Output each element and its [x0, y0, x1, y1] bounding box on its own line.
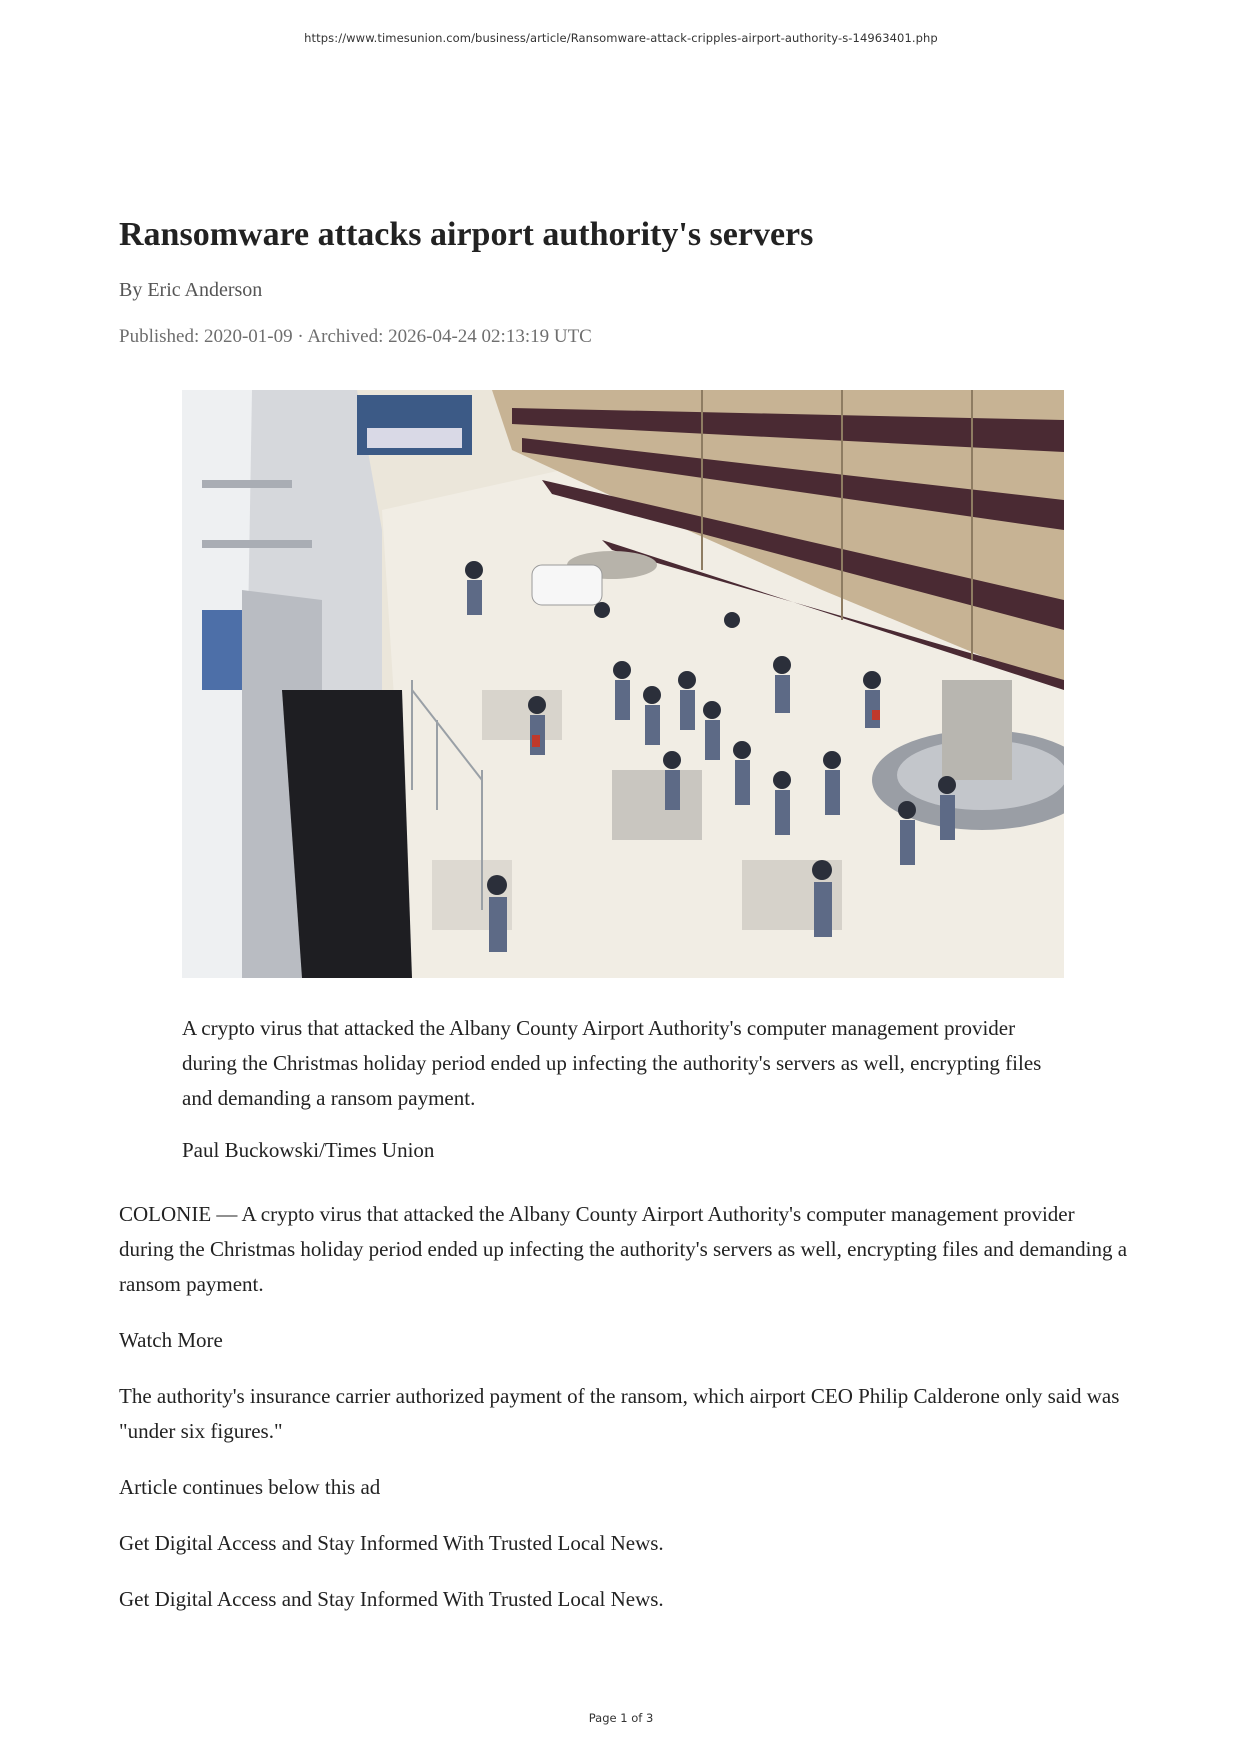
body-paragraph-lede: COLONIE — A crypto virus that attacked the Albany County Airport Authority's computer management provider during the Christmas holiday period ended up infecting the authority's servers as well, encrypting files and demanding a ransom payment.	[119, 1202, 1128, 1296]
article-byline: By Eric Anderson	[119, 279, 263, 301]
photo-caption-block	[182, 1011, 1072, 1164]
page-number: Page 1 of 3	[588, 1711, 654, 1725]
article-header	[119, 212, 1129, 350]
watch-more-link[interactable]: Watch More	[119, 1328, 223, 1352]
article-dates: Published: 2020-01-09 · Archived: 2026-04-24 02:13:19 UTC	[119, 326, 592, 347]
subscribe-promo[interactable]: Get Digital Access and Stay Informed With Trusted Local News.	[119, 1531, 664, 1555]
body-paragraph-ransom: The authority's insurance carrier authorized payment of the ransom, which airport CEO Philip Calderone only said was "under six figures."	[119, 1384, 1120, 1443]
article-body	[119, 1197, 1129, 1638]
ad-notice: Article continues below this ad	[119, 1475, 381, 1499]
article-headline: Ransomware attacks airport authority's servers	[119, 216, 814, 253]
photo-caption: A crypto virus that attacked the Albany County Airport Authority's computer management provider during the Christmas holiday period ended up infecting the authority's servers as well, encrypting files and demanding a ransom payment.	[182, 1016, 1042, 1110]
page-url: https://www.timesunion.com/business/article/Ransomware-attack-cripples-airport-authority-s-14963401.php	[304, 31, 938, 45]
photo-credit: Paul Buckowski/Times Union	[182, 1138, 435, 1162]
article-photo	[182, 390, 1064, 978]
subscribe-promo[interactable]: Get Digital Access and Stay Informed With Trusted Local News.	[119, 1587, 664, 1611]
